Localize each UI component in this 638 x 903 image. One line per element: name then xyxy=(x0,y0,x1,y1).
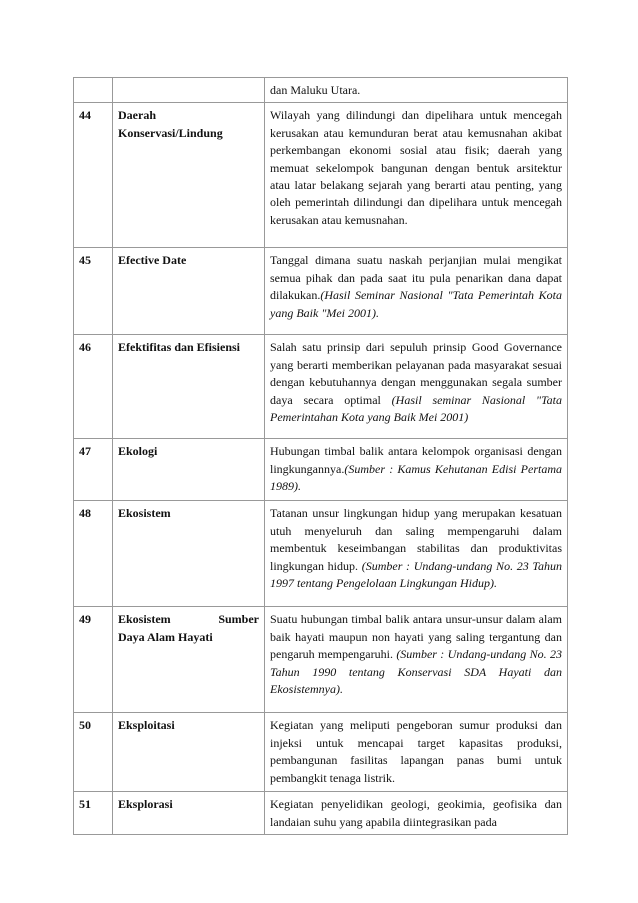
definition-cell xyxy=(265,439,568,501)
definition-cell xyxy=(265,713,568,792)
table-row xyxy=(74,713,568,792)
term-word: Sumber xyxy=(218,612,259,627)
table-row xyxy=(74,607,568,713)
term-line xyxy=(118,611,259,628)
definition-cell xyxy=(265,103,568,248)
definition-cell xyxy=(265,335,568,439)
source-citation: (Sumber : Undang-undang No. 23 Tahun 1997 tentang Pengelolaan Lingkungan Hidup). xyxy=(270,558,562,591)
definition-text: Kegiatan yang meliputi pengeboran sumur produksi dan injeksi untuk mencapai target kapasitas produksi, pembangunan fasilitas lapangan panas bumi untuk pembangkit tenaga listrik. xyxy=(270,718,562,785)
term-cell: Efective Date xyxy=(113,248,265,335)
table-row xyxy=(74,248,568,335)
source-citation: (Hasil Seminar Nasional "Tata Pemerintah Kota yang Baik "Mei 2001). xyxy=(270,288,562,320)
definition-cell xyxy=(265,607,568,713)
row-number: 50 xyxy=(74,713,113,792)
definition-cell xyxy=(265,501,568,607)
definition-text: Tatanan unsur lingkungan hidup yang merupakan kesatuan utuh menyeluruh dan saling mempengaruhi dalam membentuk keseimbangan stabilitas dan produktivitas lingkungan hidup. xyxy=(270,506,562,573)
row-number: 49 xyxy=(74,607,113,713)
table-row xyxy=(74,439,568,501)
source-citation: (Hasil seminar Nasional "Tata Pemerintahan Kota yang Baik Mei 2001) xyxy=(270,392,563,425)
term-cell: Ekosistem xyxy=(113,501,265,607)
row-number: 44 xyxy=(74,103,113,248)
term-cell: Daerah Konservasi/Lindung xyxy=(113,103,265,248)
table-row xyxy=(74,335,568,439)
definition-text: Kegiatan penyelidikan geologi, geokimia, geofisika dan landaian suhu yang apabila diintegrasikan pada xyxy=(270,797,562,829)
row-number: 46 xyxy=(74,335,113,439)
definition-cell xyxy=(265,78,568,103)
row-number: 47 xyxy=(74,439,113,501)
row-number: 51 xyxy=(74,792,113,835)
table-row xyxy=(74,103,568,248)
definition-text: Wilayah yang dilindungi dan dipelihara untuk mencegah kerusakan atau kemunduran berat atau kemusnahan akibat perkembangan ekonomi sosial atau fisik; daerah yang memuat sekelompok bangunan dengan bentuk arsitektur atau latar belakang sejarah yang berarti atau penting, yang oleh pemerintah dilindungi dan dipelihara untuk mencegah kerusakan atau kemusnahan. xyxy=(270,108,562,227)
definition-text: Tanggal dimana suatu naskah perjanjian mulai mengikat semua pihak dan pada saat itu pula penarikan dana dapat dilakukan. xyxy=(270,253,562,303)
row-number: 45 xyxy=(74,248,113,335)
definition-text: dan Maluku Utara. xyxy=(270,83,361,97)
glossary-table xyxy=(73,77,568,835)
definition-text: Salah satu prinsip dari sepuluh prinsip Good Governance yang berarti memberikan pelayanan pada masyarakat sesuai dengan kebutuhannya dengan menggunakan segala sumber daya secara optimal xyxy=(270,340,562,407)
table-row xyxy=(74,792,568,835)
definition-text: Hubungan timbal balik antara kelompok organisasi dengan lingkungannya. xyxy=(270,444,562,476)
term-cell: Efektifitas dan Efisiensi xyxy=(113,335,265,439)
term-word: Ekosistem xyxy=(118,612,171,627)
table-row xyxy=(74,78,568,103)
table-row xyxy=(74,501,568,607)
term-cell: Ekologi xyxy=(113,439,265,501)
row-number xyxy=(74,78,113,103)
definition-text: Suatu hubungan timbal balik antara unsur-unsur dalam alam baik hayati maupun non hayati yang saling tergantung dan pengaruh mempengaruhi. xyxy=(270,612,562,662)
source-citation: (Sumber : Kamus Kehutanan Edisi Pertama 1989). xyxy=(270,461,562,494)
term-line: Daya Alam Hayati xyxy=(118,629,213,644)
term-cell xyxy=(113,607,265,713)
definition-cell xyxy=(265,792,568,835)
term-cell xyxy=(113,78,265,103)
row-number: 48 xyxy=(74,501,113,607)
definition-cell xyxy=(265,248,568,335)
term-cell: Eksplorasi xyxy=(113,792,265,835)
term-cell: Eksploitasi xyxy=(113,713,265,792)
source-citation: (Sumber : Undang-undang No. 23 Tahun 1990 tentang Konservasi SDA Hayati dan Ekosistemnya). xyxy=(270,647,562,697)
